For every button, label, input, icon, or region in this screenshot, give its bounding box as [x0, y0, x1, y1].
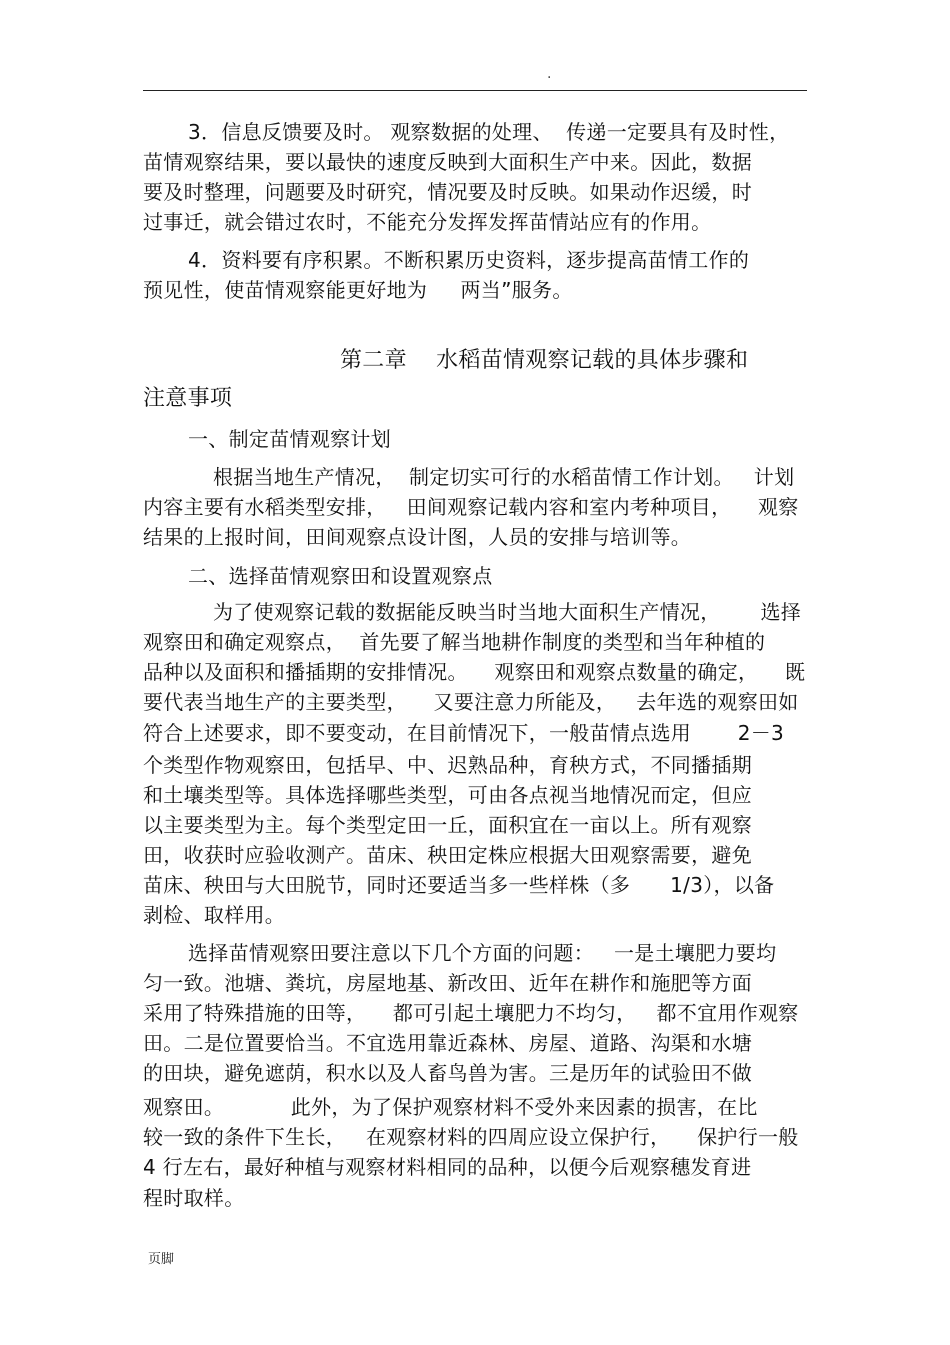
text-line: 观察田和确定观察点， 首先要了解当地耕作制度的类型和当年种植的	[143, 630, 766, 654]
text-line: 3．信息反馈要及时。 观察数据的处理、 传递一定要具有及时性，	[188, 120, 790, 144]
text-line: 匀一致。池塘、粪坑，房屋地基、新改田、近年在耕作和施肥等方面	[143, 971, 752, 995]
text-line: 以主要类型为主。每个类型定田一丘，面积宜在一亩以上。所有观察	[143, 813, 752, 837]
text-line: 苗床、秧田与大田脱节，同时还要适当多一些样株（多 1/3），以备	[143, 873, 775, 897]
text-line: 选择苗情观察田要注意以下几个方面的问题： 一是土壤肥力要均	[188, 941, 777, 965]
text-line: 品种以及面积和播插期的安排情况。 观察田和观察点数量的确定， 既	[143, 660, 806, 684]
text-line: 的田块，避免遮荫，积水以及人畜鸟兽为害。三是历年的试验田不做	[143, 1061, 752, 1085]
text-line: 为了使观察记载的数据能反映当时当地大面积生产情况， 选择	[213, 600, 802, 624]
header-mark: .	[547, 66, 552, 82]
text-line: 要及时整理，问题要及时研究，情况要及时反映。如果动作迟缓，时	[143, 180, 752, 204]
text-line: 采用了特殊措施的田等， 都可引起土壤肥力不均匀， 都不宜用作观察	[143, 1001, 799, 1025]
text-line: 田，收获时应验收测产。苗床、秧田定株应根据大田观察需要，避免	[143, 843, 752, 867]
text-line: 过事迁，就会错过农时，不能充分发挥发挥苗情站应有的作用。	[143, 210, 712, 234]
text-line: 个类型作物观察田，包括早、中、迟熟品种，育秧方式，不同播插期	[143, 753, 752, 777]
text-line: 内容主要有水稻类型安排， 田间观察记载内容和室内考种项目， 观察	[143, 495, 799, 519]
chapter-title-cont: 注意事项	[143, 386, 233, 411]
text-line: 苗情观察结果，要以最快的速度反映到大面积生产中来。因此，数据	[143, 150, 752, 174]
text-line: 4 行左右，最好种植与观察材料相同的品种，以便今后观察穗发育进	[143, 1155, 752, 1179]
text-line: 较一致的条件下生长， 在观察材料的四周应设立保护行， 保护行一般	[143, 1125, 799, 1149]
text-line: 根据当地生产情况， 制定切实可行的水稻苗情工作计划。 计划	[213, 465, 795, 489]
text-line: 4．资料要有序积累。不断积累历史资料，逐步提高苗情工作的	[188, 248, 750, 272]
text-line: 观察田。 此外，为了保护观察材料不受外来因素的损害，在比	[143, 1095, 758, 1119]
text-line: 和土壤类型等。具体选择哪些类型，可由各点视当地情况而定，但应	[143, 783, 752, 807]
text-line: 预见性，使苗情观察能更好地为 两当”服务。	[143, 278, 573, 302]
text-line: 剥检、取样用。	[143, 903, 286, 927]
text-line: 结果的上报时间，田间观察点设计图，人员的安排与培训等。	[143, 525, 692, 549]
section-heading: 一、制定苗情观察计划	[188, 427, 391, 451]
text-line: 符合上述要求，即不要变动，在目前情况下，一般苗情点选用 2－3	[143, 721, 785, 745]
chapter-title: 第二章 水稻苗情观察记载的具体步骤和	[340, 348, 749, 373]
text-line: 程时取样。	[143, 1186, 245, 1210]
header-rule	[143, 90, 807, 91]
section-heading: 二、选择苗情观察田和设置观察点	[188, 564, 493, 588]
page-footer: 页脚	[148, 1252, 175, 1267]
text-line: 要代表当地生产的主要类型， 又要注意力所能及， 去年选的观察田如	[143, 690, 799, 714]
text-line: 田。二是位置要恰当。不宜选用靠近森林、房屋、道路、沟渠和水塘	[143, 1031, 752, 1055]
